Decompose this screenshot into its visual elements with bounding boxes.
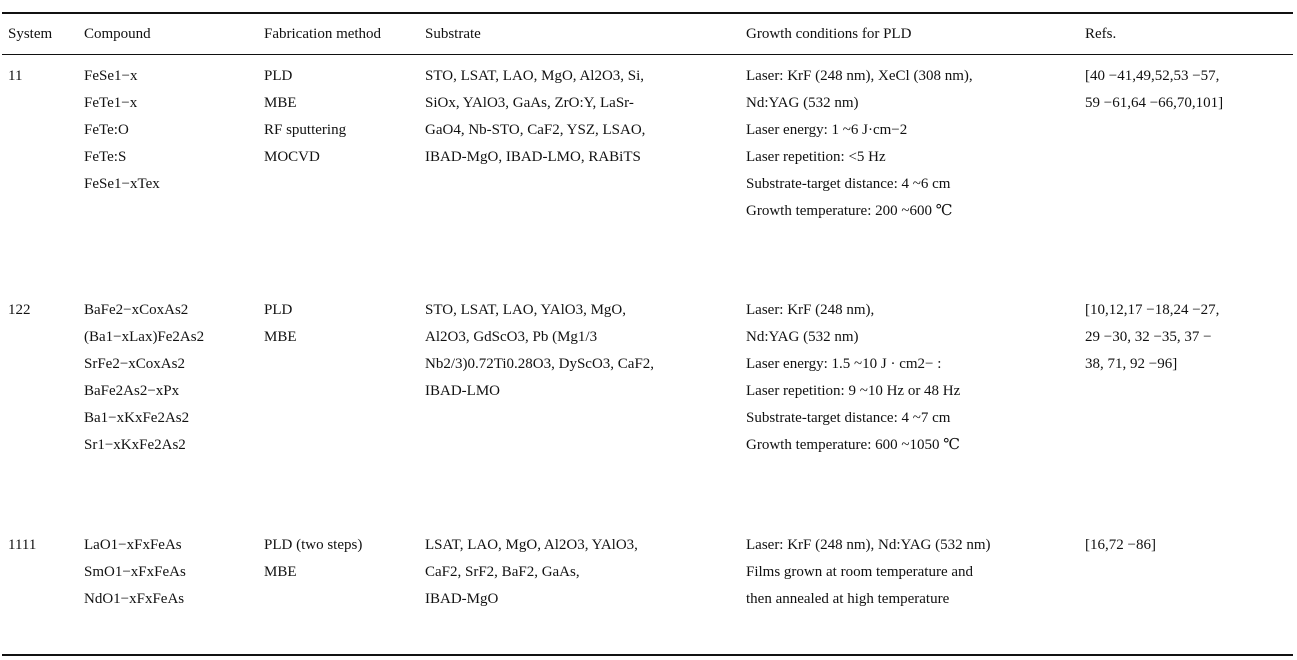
compound-list [84, 532, 186, 613]
compound-item: FeTe:S [84, 149, 127, 165]
substrate-cell [425, 532, 638, 613]
method-list [264, 63, 346, 171]
method-item: PLD (two steps) [264, 537, 363, 553]
condition-line: Laser repetition: 9 ~10 Hz or 48 Hz [746, 383, 961, 399]
substrate-line: IBAD-MgO [425, 591, 499, 607]
compound-list [84, 297, 204, 459]
system-cell: 1111 [8, 537, 37, 553]
compound-item: LaO1−xFxFeAs [84, 537, 182, 553]
header-refs: Refs. [1085, 26, 1117, 42]
header-substrate: Substrate [425, 26, 481, 42]
header-system: System [8, 26, 53, 42]
compound-item: FeSe1−x [84, 68, 138, 84]
substrate-line: STO, LSAT, LAO, YAlO3, MgO, [425, 302, 626, 318]
refs-line: 59 −61,64 −66,70,101] [1085, 95, 1224, 111]
compound-item: (Ba1−xLax)Fe2As2 [84, 329, 205, 345]
compound-item: SmO1−xFxFeAs [84, 564, 186, 580]
condition-line: Laser: KrF (248 nm), XeCl (308 nm), [746, 68, 973, 84]
compound-item: NdO1−xFxFeAs [84, 591, 185, 607]
header-fabrication-method: Fabrication method [264, 26, 382, 42]
condition-line: Nd:YAG (532 nm) [746, 329, 859, 345]
condition-line: Substrate-target distance: 4 ~7 cm [746, 410, 951, 426]
method-item: MBE [264, 329, 297, 345]
compound-item: BaFe2As2−xPx [84, 383, 180, 399]
table-header-rule [2, 54, 1293, 55]
substrate-line: IBAD-MgO, IBAD-LMO, RABiTS [425, 149, 641, 165]
conditions-cell [746, 297, 960, 459]
method-item: MBE [264, 95, 297, 111]
condition-line: Laser repetition: <5 Hz [746, 149, 886, 165]
refs-cell [1085, 532, 1156, 559]
substrate-line: GaO4, Nb-STO, CaF2, YSZ, LSAO, [425, 122, 646, 138]
substrate-cell [425, 297, 654, 405]
method-item: PLD [264, 302, 293, 318]
substrate-cell [425, 63, 645, 171]
method-item: MBE [264, 564, 297, 580]
condition-line: Laser energy: 1 ~6 J·cm−2 [746, 122, 908, 138]
table-bottom-rule [2, 654, 1293, 656]
condition-line: then annealed at high temperature [746, 591, 950, 607]
condition-line: Nd:YAG (532 nm) [746, 95, 859, 111]
substrate-line: Nb2/3)0.72Ti0.28O3, DyScO3, CaF2, [425, 356, 655, 372]
compound-list [84, 63, 160, 198]
system-cell: 11 [8, 68, 23, 84]
header-growth-conditions: Growth conditions for PLD [746, 26, 912, 42]
refs-line: 29 −30, 32 −35, 37 − [1085, 329, 1212, 345]
condition-line: Laser: KrF (248 nm), [746, 302, 875, 318]
method-item: PLD [264, 68, 293, 84]
refs-line: [16,72 −86] [1085, 537, 1156, 553]
condition-line: Laser: KrF (248 nm), Nd:YAG (532 nm) [746, 537, 991, 553]
system-cell: 122 [8, 302, 31, 318]
method-list [264, 297, 297, 351]
table-top-rule [2, 12, 1293, 14]
substrate-line: LSAT, LAO, MgO, Al2O3, YAlO3, [425, 537, 638, 553]
conditions-cell [746, 532, 991, 613]
condition-line: Substrate-target distance: 4 ~6 cm [746, 176, 951, 192]
method-item: MOCVD [264, 149, 320, 165]
compound-item: Ba1−xKxFe2As2 [84, 410, 190, 426]
substrate-line: SiOx, YAlO3, GaAs, ZrO:Y, LaSr- [425, 95, 634, 111]
refs-cell [1085, 63, 1223, 117]
compound-item: FeTe:O [84, 122, 129, 138]
compound-item: FeSe1−xTex [84, 176, 160, 192]
condition-line: Laser energy: 1.5 ~10 J · cm2− : [746, 356, 942, 372]
method-list [264, 532, 362, 586]
compound-item: BaFe2−xCoxAs2 [84, 302, 189, 318]
refs-line: [40 −41,49,52,53 −57, [1085, 68, 1220, 84]
condition-line: Growth temperature: 200 ~600 ℃ [746, 203, 953, 219]
conditions-cell [746, 63, 973, 225]
method-item: RF sputtering [264, 122, 347, 138]
substrate-line: Al2O3, GdScO3, Pb (Mg1/3 [425, 329, 598, 345]
substrate-line: CaF2, SrF2, BaF2, GaAs, [425, 564, 580, 580]
compound-item: FeTe1−x [84, 95, 138, 111]
refs-line: 38, 71, 92 −96] [1085, 356, 1178, 372]
condition-line: Growth temperature: 600 ~1050 ℃ [746, 437, 961, 453]
compound-item: SrFe2−xCoxAs2 [84, 356, 185, 372]
compound-item: Sr1−xKxFe2As2 [84, 437, 186, 453]
refs-cell [1085, 297, 1219, 378]
header-compound: Compound [84, 26, 151, 42]
condition-line: Films grown at room temperature and [746, 564, 974, 580]
substrate-line: IBAD-LMO [425, 383, 500, 399]
substrate-line: STO, LSAT, LAO, MgO, Al2O3, Si, [425, 68, 645, 84]
refs-line: [10,12,17 −18,24 −27, [1085, 302, 1220, 318]
